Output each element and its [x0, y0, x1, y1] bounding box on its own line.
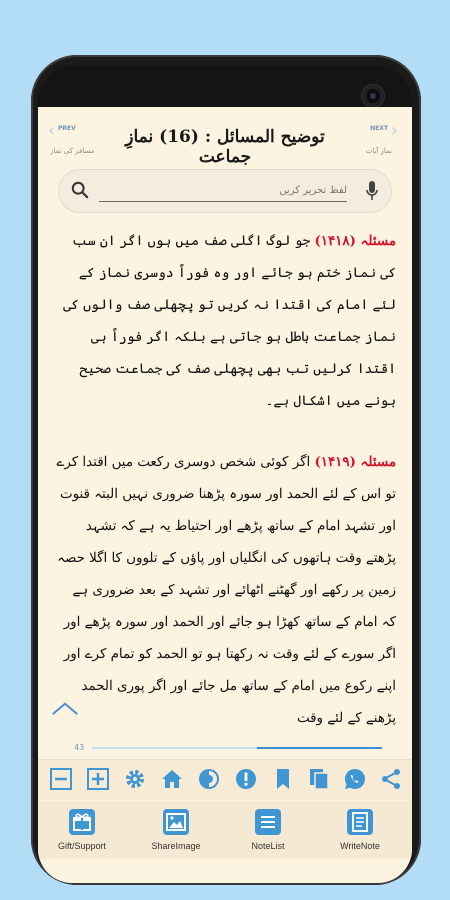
chevron-left-icon: ‹: [48, 120, 56, 141]
list-icon: [255, 809, 281, 835]
note-list-button[interactable]: [228, 809, 308, 851]
alert-icon: [234, 767, 258, 791]
chevron-right-icon: ›: [390, 120, 398, 141]
copy-icon: [307, 767, 331, 791]
page-title: توضیح المسائل : (16) نمازِ جماعت: [125, 127, 325, 167]
page-number: 43: [74, 743, 85, 752]
minus-square-icon: [49, 767, 73, 791]
status-bar: [38, 66, 412, 107]
gift-support-button[interactable]: [42, 809, 122, 851]
prev-button[interactable]: [46, 120, 95, 157]
share-button[interactable]: [378, 766, 404, 792]
bookmark-icon: [271, 767, 295, 791]
scroll-top-icon[interactable]: ︿: [52, 689, 79, 719]
article-content: [56, 225, 396, 763]
home-icon: [160, 767, 184, 791]
page-progress-fill: [257, 747, 382, 749]
settings-button[interactable]: [122, 766, 148, 792]
microphone-icon[interactable]: [365, 180, 379, 202]
prev-tag: PREV: [58, 125, 76, 132]
note-list-label: NoteList: [251, 841, 285, 851]
gift-support-label: Gift/Support: [57, 841, 107, 851]
prev-chapter-label: مسافر کی نماز: [50, 147, 95, 155]
masla-number: مسئلہ (۱۴۱۸): [314, 233, 396, 249]
search-icon[interactable]: [71, 181, 89, 199]
night-mode-button[interactable]: [196, 766, 222, 792]
masla-text: جو لوگ اگلی صف میں ہوں اگر ان سب کی نماز ختم ہو جائے اور وہ فوراً دوسری نماز کے لئے امام کی اقتدا نہ کریں تو پچھلی صف والوں کی نماز جماعت باطل ہو جاتی ہے بلکہ اگر فوراً ہی اقتدا کرلیں تب بھی پچھلی صف کی جماعت صحیح ہونے میں اشکال ہے۔: [63, 234, 396, 409]
bookmark-button[interactable]: [270, 766, 296, 792]
note-icon: [347, 809, 373, 835]
page-progress-bar[interactable]: [92, 747, 382, 749]
share-icon: [379, 767, 403, 791]
next-chapter-label: نماز آیات: [365, 147, 392, 155]
theme-toggle-icon: [197, 767, 221, 791]
next-tag: NEXT: [370, 125, 388, 132]
whatsapp-button[interactable]: [342, 766, 368, 792]
front-camera: [362, 85, 384, 107]
whatsapp-icon: [343, 767, 367, 791]
zoom-in-button[interactable]: [85, 766, 111, 792]
home-button[interactable]: [159, 766, 185, 792]
search-input[interactable]: [99, 179, 347, 202]
reader-toolbar: [38, 759, 412, 800]
gift-icon: [69, 809, 95, 835]
share-image-button[interactable]: [136, 809, 216, 851]
bottom-action-bar: [38, 801, 412, 859]
zoom-out-button[interactable]: [48, 766, 74, 792]
write-note-label: WriteNote: [340, 841, 380, 851]
masla-text: اگر کوئی شخص دوسری رکعت میں اقتدا کرے تو اس کے لئے الحمد اور سورہ پڑھنا ضروری نہیں البتہ قنوت اور تشہد امام کے ساتھ پڑھے اور احتیاط یہ ہے کہ تشہد پڑھتے وقت ہاتھوں کی انگلیاں اور پاؤں کے تلووں کا اگلا حصہ زمین پر رکھے اور گھٹنے اٹھائے اور تشہد کے بعد ضروری ہے کہ امام کے ساتھ کھڑا ہو جائے اور الحمد اور سورہ پڑھے اور اگر سورے کے لئے وقت نہ رکھتا ہو تو الحمد کو تمام کرے اور اپنے رکوع میں امام کے ساتھ مل جائے اور اگر پوری الحمد پڑھنے کے لئے وقت: [56, 455, 396, 726]
next-button[interactable]: [356, 121, 400, 157]
image-icon: [163, 809, 189, 835]
masla-paragraph: [56, 225, 396, 418]
masla-number: مسئلہ (۱۴۱۹): [314, 454, 396, 470]
copy-button[interactable]: [306, 766, 332, 792]
gear-icon: [123, 767, 147, 791]
report-button[interactable]: [233, 766, 259, 792]
plus-square-icon: [86, 767, 110, 791]
search-bar: [58, 169, 392, 213]
write-note-button[interactable]: [320, 809, 400, 851]
share-image-label: ShareImage: [151, 841, 201, 851]
app-screen: [38, 107, 412, 883]
masla-paragraph: [56, 446, 396, 735]
